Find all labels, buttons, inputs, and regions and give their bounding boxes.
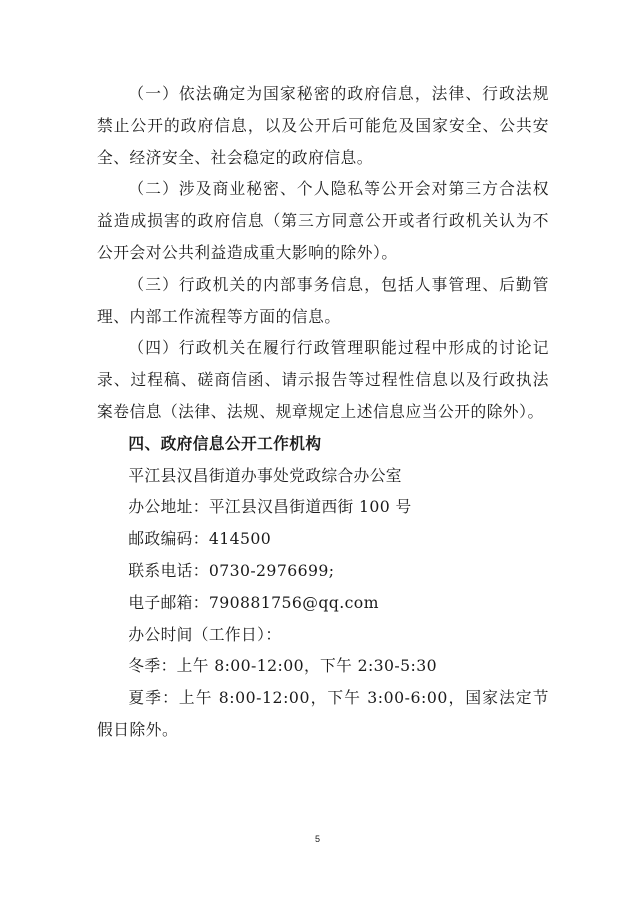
summer-hours: 夏季：上午 8:00-12:00，下午 3:00-6:00，国家法定节假日除外。: [97, 688, 549, 739]
contact-phone: 联系电话：0730-2976699;: [128, 560, 335, 580]
page-number: 5: [314, 834, 320, 844]
office-name: 平江县汉昌街道办事处党政综合办公室: [128, 465, 402, 485]
office-hours-title: 办公时间（工作日）：: [128, 624, 282, 644]
office-address: 办公地址：平江县汉昌街道西街 100 号: [128, 497, 412, 517]
contact-email: 电子邮箱：790881756@qq.com: [128, 592, 379, 612]
document-body: [97, 78, 549, 746]
winter-hours: 冬季：上午 8:00-12:00，下午 2:30-5:30: [128, 656, 437, 676]
postal-code: 邮政编码：414500: [128, 529, 272, 549]
paragraph-item-1: （一）依法确定为国家秘密的政府信息，法律、行政法规禁止公开的政府信息，以及公开后可能危及国家安全、公共安全、经济安全、社会稳定的政府信息。: [97, 84, 549, 167]
section-heading: 四、政府信息公开工作机构: [128, 433, 322, 453]
paragraph-item-2: （二）涉及商业秘密、个人隐私等公开会对第三方合法权益造成损害的政府信息（第三方同意公开或者行政机关认为不公开会对公共利益造成重大影响的除外）。: [97, 179, 549, 262]
paragraph-item-4: （四）行政机关在履行行政管理职能过程中形成的讨论记录、过程稿、磋商信函、请示报告等过程性信息以及行政执法案卷信息（法律、法规、规章规定上述信息应当公开的除外）。: [97, 338, 549, 421]
paragraph-item-3: （三）行政机关的内部事务信息，包括人事管理、后勤管理、内部工作流程等方面的信息。: [97, 274, 549, 326]
